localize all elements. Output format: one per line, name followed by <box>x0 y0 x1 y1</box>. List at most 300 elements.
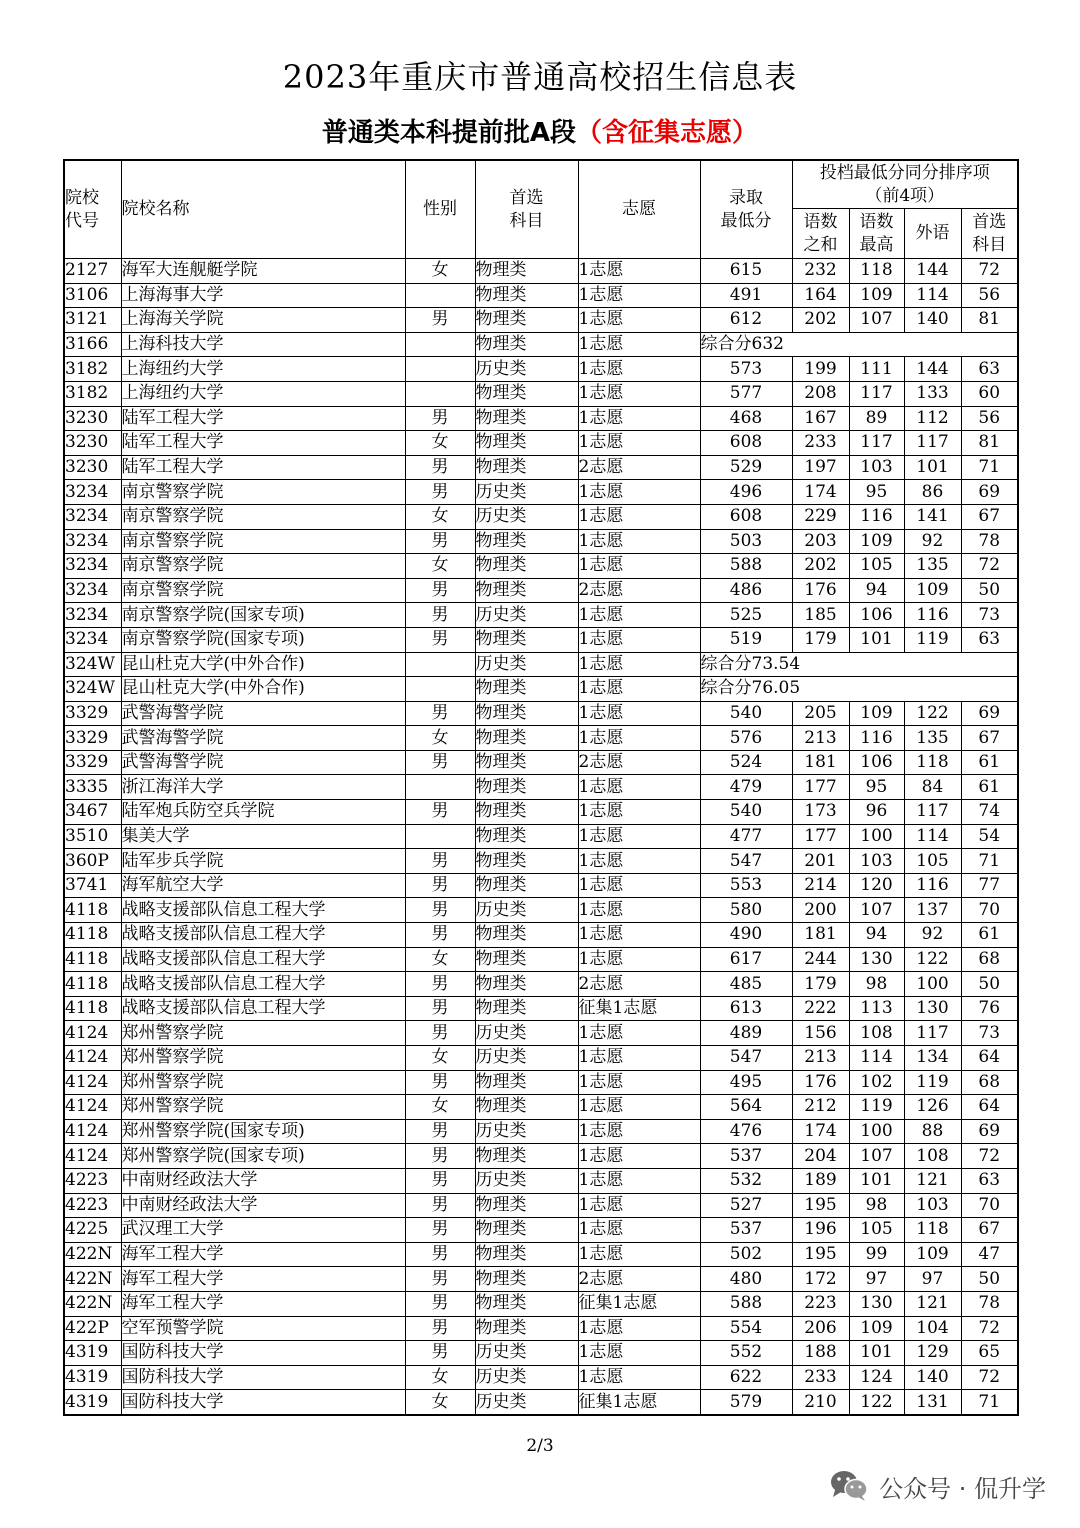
cell-code: 422N <box>64 1242 121 1267</box>
cell-foreign: 109 <box>904 578 961 603</box>
cell-subject: 历史类 <box>475 1119 578 1144</box>
cell-foreign: 108 <box>904 1144 961 1169</box>
cell-code: 4118 <box>64 972 121 997</box>
table-row <box>64 431 1018 456</box>
cell-wish: 2志愿 <box>578 972 700 997</box>
table-row <box>64 701 1018 726</box>
cell-sum: 174 <box>792 480 849 505</box>
table-row <box>64 1144 1018 1169</box>
cell-first-subject: 63 <box>961 357 1018 382</box>
cell-subject: 历史类 <box>475 1021 578 1046</box>
cell-min-score: 613 <box>700 996 792 1021</box>
cell-gender: 女 <box>405 947 475 972</box>
cell-subject: 历史类 <box>475 1046 578 1071</box>
cell-subject: 物理类 <box>475 849 578 874</box>
table-row <box>64 627 1018 652</box>
cell-name: 浙江海洋大学 <box>121 775 405 800</box>
cell-gender <box>405 775 475 800</box>
table-row <box>64 972 1018 997</box>
cell-sum: 164 <box>792 283 849 308</box>
table-row <box>64 308 1018 333</box>
cell-wish: 1志愿 <box>578 726 700 751</box>
cell-subject: 物理类 <box>475 800 578 825</box>
cell-subject: 物理类 <box>475 259 578 284</box>
cell-wish: 1志愿 <box>578 1070 700 1095</box>
cell-min-score: 615 <box>700 259 792 284</box>
cell-name: 陆军步兵学院 <box>121 849 405 874</box>
cell-min-score: 495 <box>700 1070 792 1095</box>
cell-max: 101 <box>849 1168 904 1193</box>
page-number: 2/3 <box>526 1436 554 1456</box>
cell-name: 陆军工程大学 <box>121 455 405 480</box>
cell-foreign: 129 <box>904 1341 961 1366</box>
cell-max: 101 <box>849 1341 904 1366</box>
cell-subject: 物理类 <box>475 947 578 972</box>
cell-sum: 214 <box>792 873 849 898</box>
cell-foreign: 88 <box>904 1119 961 1144</box>
cell-wish: 征集1志愿 <box>578 1291 700 1316</box>
cell-code: 3234 <box>64 603 121 628</box>
cell-code: 4124 <box>64 1144 121 1169</box>
cell-name: 南京警察学院(国家专项) <box>121 603 405 628</box>
cell-code: 4124 <box>64 1119 121 1144</box>
cell-foreign: 117 <box>904 1021 961 1046</box>
cell-foreign: 141 <box>904 504 961 529</box>
cell-subject: 历史类 <box>475 1365 578 1390</box>
cell-min-score: 489 <box>700 1021 792 1046</box>
watermark <box>829 1466 1046 1506</box>
table-row <box>64 603 1018 628</box>
cell-sum: 177 <box>792 824 849 849</box>
cell-min-score: 608 <box>700 504 792 529</box>
cell-code: 324W <box>64 652 121 677</box>
cell-max: 109 <box>849 701 904 726</box>
table-row <box>64 1021 1018 1046</box>
cell-code: 4118 <box>64 996 121 1021</box>
cell-name: 南京警察学院 <box>121 480 405 505</box>
cell-wish: 1志愿 <box>578 652 700 677</box>
cell-min-score: 479 <box>700 775 792 800</box>
cell-min-score: 576 <box>700 726 792 751</box>
cell-min-score: 554 <box>700 1316 792 1341</box>
cell-foreign: 119 <box>904 1070 961 1095</box>
cell-wish: 征集1志愿 <box>578 1390 700 1415</box>
table-row <box>64 726 1018 751</box>
cell-subject: 物理类 <box>475 873 578 898</box>
cell-max: 117 <box>849 431 904 456</box>
cell-foreign: 84 <box>904 775 961 800</box>
table-row <box>64 1291 1018 1316</box>
cell-foreign: 122 <box>904 947 961 972</box>
cell-foreign: 121 <box>904 1291 961 1316</box>
cell-name: 中南财经政法大学 <box>121 1193 405 1218</box>
cell-first-subject: 78 <box>961 1291 1018 1316</box>
cell-subject: 历史类 <box>475 603 578 628</box>
cell-max: 116 <box>849 726 904 751</box>
cell-foreign: 135 <box>904 554 961 579</box>
cell-sum: 188 <box>792 1341 849 1366</box>
table-row <box>64 750 1018 775</box>
cell-wish: 1志愿 <box>578 406 700 431</box>
wechat-icon <box>829 1469 869 1503</box>
cell-min-score: 579 <box>700 1390 792 1415</box>
cell-foreign: 117 <box>904 800 961 825</box>
cell-max: 94 <box>849 923 904 948</box>
cell-name: 武警海警学院 <box>121 726 405 751</box>
cell-gender: 男 <box>405 1070 475 1095</box>
cell-sum: 203 <box>792 529 849 554</box>
cell-min-score: 468 <box>700 406 792 431</box>
cell-max: 100 <box>849 824 904 849</box>
cell-name: 昆山杜克大学(中外合作) <box>121 677 405 702</box>
cell-subject: 物理类 <box>475 1144 578 1169</box>
cell-gender: 男 <box>405 800 475 825</box>
cell-gender: 男 <box>405 873 475 898</box>
table-row <box>64 1046 1018 1071</box>
cell-first-subject: 74 <box>961 800 1018 825</box>
cell-foreign: 126 <box>904 1095 961 1120</box>
cell-code: 422N <box>64 1291 121 1316</box>
table-row <box>64 873 1018 898</box>
cell-sum: 213 <box>792 726 849 751</box>
cell-gender: 女 <box>405 259 475 284</box>
cell-wish: 2志愿 <box>578 1267 700 1292</box>
cell-max: 118 <box>849 259 904 284</box>
header-gender: 性别 <box>405 160 475 259</box>
cell-min-score: 612 <box>700 308 792 333</box>
table-row <box>64 406 1018 431</box>
cell-max: 98 <box>849 972 904 997</box>
cell-gender: 女 <box>405 726 475 751</box>
cell-code: 2127 <box>64 259 121 284</box>
cell-wish: 1志愿 <box>578 677 700 702</box>
cell-first-subject: 77 <box>961 873 1018 898</box>
table-row <box>64 849 1018 874</box>
cell-min-score: 485 <box>700 972 792 997</box>
cell-subject: 物理类 <box>475 554 578 579</box>
cell-max: 102 <box>849 1070 904 1095</box>
cell-sum: 176 <box>792 1070 849 1095</box>
cell-code: 4118 <box>64 923 121 948</box>
cell-max: 120 <box>849 873 904 898</box>
cell-code: 4223 <box>64 1168 121 1193</box>
cell-min-score: 491 <box>700 283 792 308</box>
cell-name: 海军工程大学 <box>121 1291 405 1316</box>
cell-subject: 物理类 <box>475 1316 578 1341</box>
cell-foreign: 119 <box>904 627 961 652</box>
cell-code: 4225 <box>64 1218 121 1243</box>
cell-name: 战略支援部队信息工程大学 <box>121 947 405 972</box>
header-name: 院校名称 <box>121 160 405 259</box>
cell-wish: 1志愿 <box>578 800 700 825</box>
cell-subject: 物理类 <box>475 1267 578 1292</box>
table-row <box>64 283 1018 308</box>
cell-gender: 男 <box>405 1218 475 1243</box>
cell-min-score: 577 <box>700 381 792 406</box>
cell-foreign: 101 <box>904 455 961 480</box>
cell-sum: 233 <box>792 431 849 456</box>
cell-wish: 1志愿 <box>578 1218 700 1243</box>
cell-wish: 1志愿 <box>578 1341 700 1366</box>
cell-first-subject: 64 <box>961 1046 1018 1071</box>
cell-wish: 1志愿 <box>578 603 700 628</box>
cell-name: 海军工程大学 <box>121 1242 405 1267</box>
cell-first-subject: 81 <box>961 431 1018 456</box>
cell-first-subject: 72 <box>961 1365 1018 1390</box>
table-body <box>64 259 1018 1415</box>
header-sum: 语数 之和 <box>792 209 849 259</box>
table-row <box>64 554 1018 579</box>
cell-gender: 男 <box>405 1316 475 1341</box>
cell-name: 战略支援部队信息工程大学 <box>121 996 405 1021</box>
table-row <box>64 1119 1018 1144</box>
cell-wish: 1志愿 <box>578 308 700 333</box>
cell-subject: 物理类 <box>475 726 578 751</box>
cell-max: 130 <box>849 947 904 972</box>
cell-first-subject: 50 <box>961 578 1018 603</box>
cell-gender <box>405 332 475 357</box>
cell-min-score: 476 <box>700 1119 792 1144</box>
cell-first-subject: 69 <box>961 1119 1018 1144</box>
cell-gender: 男 <box>405 923 475 948</box>
cell-foreign: 121 <box>904 1168 961 1193</box>
cell-max: 100 <box>849 1119 904 1144</box>
cell-min-score: 496 <box>700 480 792 505</box>
cell-subject: 物理类 <box>475 677 578 702</box>
cell-max: 107 <box>849 898 904 923</box>
cell-min-score: 547 <box>700 849 792 874</box>
cell-gender <box>405 357 475 382</box>
cell-subject: 物理类 <box>475 1070 578 1095</box>
cell-subject: 历史类 <box>475 1390 578 1415</box>
cell-wish: 1志愿 <box>578 381 700 406</box>
cell-min-score: 480 <box>700 1267 792 1292</box>
cell-foreign: 92 <box>904 529 961 554</box>
cell-wish: 1志愿 <box>578 1046 700 1071</box>
cell-name: 上海科技大学 <box>121 332 405 357</box>
cell-code: 3234 <box>64 504 121 529</box>
cell-max: 105 <box>849 554 904 579</box>
cell-name: 上海海关学院 <box>121 308 405 333</box>
cell-code: 4319 <box>64 1341 121 1366</box>
cell-gender <box>405 824 475 849</box>
cell-first-subject: 63 <box>961 1168 1018 1193</box>
cell-code: 3230 <box>64 406 121 431</box>
cell-wish: 1志愿 <box>578 283 700 308</box>
table-row <box>64 1365 1018 1390</box>
cell-wish: 1志愿 <box>578 357 700 382</box>
cell-gender <box>405 677 475 702</box>
cell-gender: 男 <box>405 578 475 603</box>
cell-code: 4124 <box>64 1070 121 1095</box>
cell-name: 郑州警察学院 <box>121 1095 405 1120</box>
cell-first-subject: 72 <box>961 259 1018 284</box>
cell-max: 111 <box>849 357 904 382</box>
cell-sum: 176 <box>792 578 849 603</box>
cell-foreign: 114 <box>904 824 961 849</box>
cell-code: 4319 <box>64 1390 121 1415</box>
cell-code: 3329 <box>64 750 121 775</box>
cell-name: 中南财经政法大学 <box>121 1168 405 1193</box>
cell-min-score: 519 <box>700 627 792 652</box>
cell-wish: 1志愿 <box>578 332 700 357</box>
cell-sum: 202 <box>792 554 849 579</box>
cell-gender: 女 <box>405 504 475 529</box>
cell-name: 南京警察学院 <box>121 504 405 529</box>
cell-min-score: 564 <box>700 1095 792 1120</box>
table-row <box>64 923 1018 948</box>
cell-sum: 244 <box>792 947 849 972</box>
cell-name: 海军工程大学 <box>121 1267 405 1292</box>
cell-gender: 女 <box>405 1365 475 1390</box>
cell-max: 109 <box>849 283 904 308</box>
cell-wish: 1志愿 <box>578 1119 700 1144</box>
cell-name: 陆军工程大学 <box>121 431 405 456</box>
cell-max: 101 <box>849 627 904 652</box>
cell-sum: 167 <box>792 406 849 431</box>
table-row <box>64 677 1018 702</box>
header-tiebreak: 投档最低分同分排序项 （前4项） <box>792 160 1018 209</box>
cell-min-score: 502 <box>700 1242 792 1267</box>
cell-max: 124 <box>849 1365 904 1390</box>
cell-max: 98 <box>849 1193 904 1218</box>
cell-subject: 物理类 <box>475 381 578 406</box>
cell-min-score: 608 <box>700 431 792 456</box>
cell-subject: 物理类 <box>475 283 578 308</box>
cell-gender: 男 <box>405 1242 475 1267</box>
cell-gender: 女 <box>405 554 475 579</box>
cell-min-score: 552 <box>700 1341 792 1366</box>
cell-sum: 173 <box>792 800 849 825</box>
cell-sum: 201 <box>792 849 849 874</box>
cell-max: 106 <box>849 603 904 628</box>
cell-name: 南京警察学院(国家专项) <box>121 627 405 652</box>
cell-first-subject: 72 <box>961 1144 1018 1169</box>
cell-subject: 物理类 <box>475 1193 578 1218</box>
cell-code: 3335 <box>64 775 121 800</box>
cell-max: 109 <box>849 1316 904 1341</box>
header-wish: 志愿 <box>578 160 700 259</box>
cell-wish: 1志愿 <box>578 480 700 505</box>
cell-subject: 物理类 <box>475 1291 578 1316</box>
cell-foreign: 116 <box>904 873 961 898</box>
cell-sum: 195 <box>792 1193 849 1218</box>
cell-foreign: 116 <box>904 603 961 628</box>
cell-first-subject: 61 <box>961 750 1018 775</box>
cell-wish: 2志愿 <box>578 578 700 603</box>
cell-max: 114 <box>849 1046 904 1071</box>
cell-first-subject: 71 <box>961 1390 1018 1415</box>
table-row <box>64 504 1018 529</box>
cell-min-score: 486 <box>700 578 792 603</box>
cell-min-score: 524 <box>700 750 792 775</box>
cell-wish: 1志愿 <box>578 873 700 898</box>
cell-wish: 1志愿 <box>578 504 700 529</box>
cell-first-subject: 73 <box>961 603 1018 628</box>
cell-min-score: 580 <box>700 898 792 923</box>
cell-gender: 女 <box>405 1095 475 1120</box>
cell-code: 3166 <box>64 332 121 357</box>
cell-foreign: 144 <box>904 357 961 382</box>
cell-sum: 197 <box>792 455 849 480</box>
cell-min-score: 553 <box>700 873 792 898</box>
table-row <box>64 1390 1018 1415</box>
cell-wish: 1志愿 <box>578 1021 700 1046</box>
cell-foreign: 133 <box>904 381 961 406</box>
cell-wish: 1志愿 <box>578 1365 700 1390</box>
cell-sum: 213 <box>792 1046 849 1071</box>
cell-gender: 男 <box>405 1193 475 1218</box>
cell-subject: 历史类 <box>475 898 578 923</box>
table-row <box>64 480 1018 505</box>
cell-max: 97 <box>849 1267 904 1292</box>
page-subtitle <box>0 112 1080 149</box>
cell-sum: 205 <box>792 701 849 726</box>
cell-max: 95 <box>849 775 904 800</box>
cell-subject: 物理类 <box>475 308 578 333</box>
cell-gender: 女 <box>405 1390 475 1415</box>
cell-gender <box>405 381 475 406</box>
cell-gender: 男 <box>405 603 475 628</box>
cell-code: 3741 <box>64 873 121 898</box>
cell-wish: 1志愿 <box>578 1316 700 1341</box>
cell-name: 国防科技大学 <box>121 1365 405 1390</box>
cell-name: 上海海事大学 <box>121 283 405 308</box>
cell-first-subject: 70 <box>961 1193 1018 1218</box>
cell-wish: 1志愿 <box>578 923 700 948</box>
cell-wish: 1志愿 <box>578 1168 700 1193</box>
cell-subject: 历史类 <box>475 504 578 529</box>
cell-max: 99 <box>849 1242 904 1267</box>
cell-gender: 男 <box>405 701 475 726</box>
cell-foreign: 97 <box>904 1267 961 1292</box>
cell-gender: 男 <box>405 1144 475 1169</box>
table-row <box>64 259 1018 284</box>
cell-foreign: 135 <box>904 726 961 751</box>
cell-code: 3234 <box>64 554 121 579</box>
cell-min-score: 540 <box>700 701 792 726</box>
cell-foreign: 109 <box>904 1242 961 1267</box>
cell-subject: 物理类 <box>475 529 578 554</box>
cell-min-score: 525 <box>700 603 792 628</box>
cell-max: 96 <box>849 800 904 825</box>
cell-sum: 189 <box>792 1168 849 1193</box>
cell-wish: 1志愿 <box>578 1193 700 1218</box>
cell-wish: 1志愿 <box>578 259 700 284</box>
cell-subject: 历史类 <box>475 480 578 505</box>
cell-foreign: 134 <box>904 1046 961 1071</box>
cell-wish: 1志愿 <box>578 849 700 874</box>
cell-min-score: 573 <box>700 357 792 382</box>
cell-sum: 156 <box>792 1021 849 1046</box>
cell-max: 109 <box>849 529 904 554</box>
cell-foreign: 122 <box>904 701 961 726</box>
header-subject: 首选 科目 <box>475 160 578 259</box>
cell-subject: 物理类 <box>475 824 578 849</box>
cell-subject: 物理类 <box>475 923 578 948</box>
cell-wish: 1志愿 <box>578 529 700 554</box>
cell-max: 103 <box>849 455 904 480</box>
cell-subject: 历史类 <box>475 1168 578 1193</box>
cell-min-score: 477 <box>700 824 792 849</box>
cell-subject: 物理类 <box>475 578 578 603</box>
cell-max: 122 <box>849 1390 904 1415</box>
cell-foreign: 137 <box>904 898 961 923</box>
cell-sum: 204 <box>792 1144 849 1169</box>
cell-min-score: 622 <box>700 1365 792 1390</box>
cell-first-subject: 71 <box>961 455 1018 480</box>
cell-first-subject: 64 <box>961 1095 1018 1120</box>
